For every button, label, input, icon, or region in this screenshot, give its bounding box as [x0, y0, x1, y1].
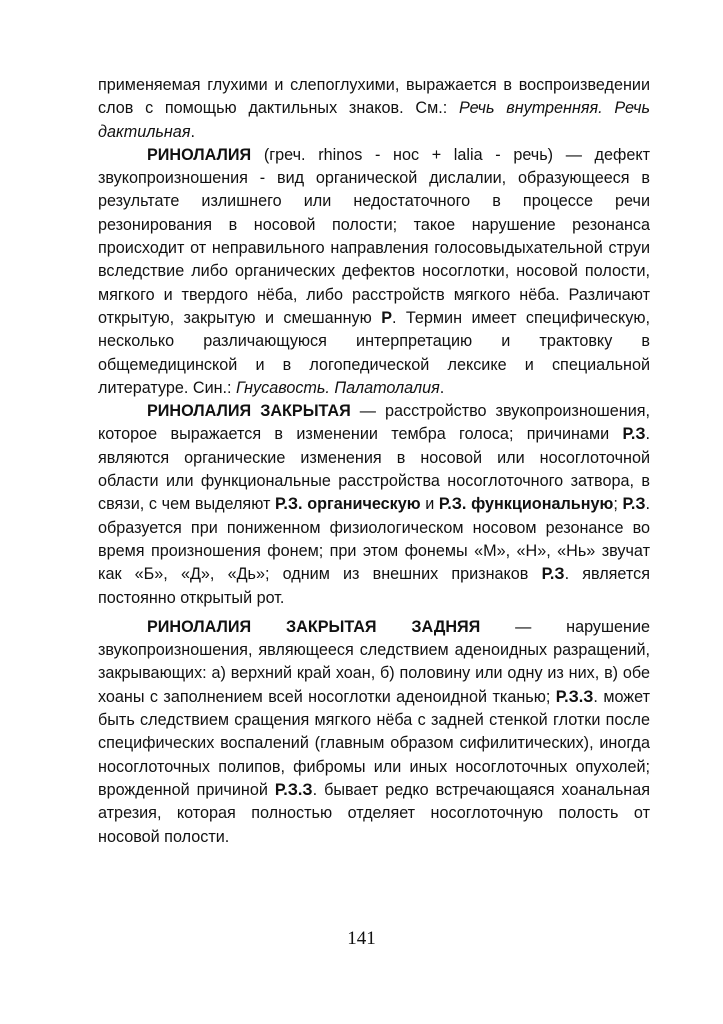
term-form-organic: Р.З. органическую — [275, 495, 421, 514]
synonyms-reference: Гнусавость. Палатолалия — [236, 378, 440, 397]
dictionary-page — [98, 74, 650, 849]
see-also-reference: Речь внутренняя. Речь дактильная — [98, 99, 651, 141]
term-abbreviation: Р.З — [622, 425, 646, 444]
term-form-functional: Р.З. функциональную — [438, 495, 614, 514]
term-abbreviation: Р.З.З — [555, 687, 594, 706]
entry-text: ; — [613, 495, 623, 514]
entry-text: (греч. rhinos - нос + lalia - речь) — дефект звукопроизношения - вид органической дислалии, образующееся в результате излишнего или недостаточного в процессе речи резонирования в носовой полости; такое нарушение резонанса происходит от неправильного направления голосовыдыхательной струи вследствие либо органических дефектов носоглотки, носовой полости, мягкого и твердого нёба, либо расстройств мягкого нёба. Различают открытую, закрытую и смешанную — [98, 145, 650, 327]
entry-rhinolalia — [98, 144, 650, 400]
entry-term: РИНОЛАЛИЯ ЗАКРЫТАЯ — [147, 402, 351, 421]
punctuation: . — [190, 122, 195, 141]
continuation-text: применяемая глухими и слепоглухими, выражается в воспроизведении слов с помощью дактильных знаков. См.: — [98, 76, 650, 118]
entry-rhinolalia-closed-posterior — [98, 616, 650, 849]
term-abbreviation: Р.З — [541, 565, 565, 584]
entry-text: . может быть следствием сращения мягкого нёба с задней стенкой глотки после специфических воспалений (главным образом сифилитических), иногда носоглоточных полипов, фибромы или иных носоглоточных опухолей; врожденной причиной — [98, 687, 650, 799]
entry-text: . являются органические изменения в носовой или носоглоточной области или функциональные расстройства носоглоточного затвора, в связи, с чем выделяют — [98, 425, 650, 514]
entry-text: . Термин имеет специфическую, несколько различающуюся интерпретацию и трактовку в общемедицинской и в логопедической лексике и специальной литературе. Син.: — [98, 308, 650, 397]
entry-text: и — [420, 495, 439, 514]
entry-text: . бывает редко встречающаяся хоанальная атрезия, которая полностью отделяет носоглоточную полость от носовой полости. — [98, 780, 650, 846]
entry-text: — расстройство звукопроизношения, которое выражается в изменении тембра голоса; причинами — [98, 402, 650, 444]
entry-continuation — [98, 74, 650, 144]
entry-rhinolalia-closed — [98, 400, 650, 610]
term-abbreviation: Р.З.З — [274, 780, 313, 799]
punctuation: . — [439, 378, 445, 397]
term-abbreviation: Р — [381, 308, 392, 327]
entry-term: РИНОЛАЛИЯ — [147, 145, 252, 164]
entry-text: — нарушение звукопроизношения, являющееся следствием аденоидных разращений, закрывающих: а) верхний край хоан, б) половину или одну из них, в) обе хоаны с заполнением всей носоглотки аденоидной тканью; — [98, 617, 651, 706]
entry-text: . образуется при пониженном физиологическом носовом резонансе во время произношения фонем; при этом фонемы «М», «Н», «Нь» звучат как «Б», «Д», «Дь»; одним из внешних признаков — [98, 495, 650, 584]
term-abbreviation: Р.З — [622, 495, 646, 514]
entry-term: РИНОЛАЛИЯ ЗАКРЫТАЯ ЗАДНЯЯ — [147, 617, 481, 636]
page-number: 141 — [347, 928, 376, 949]
entry-text: . является постоянно открытый рот. — [98, 565, 650, 607]
